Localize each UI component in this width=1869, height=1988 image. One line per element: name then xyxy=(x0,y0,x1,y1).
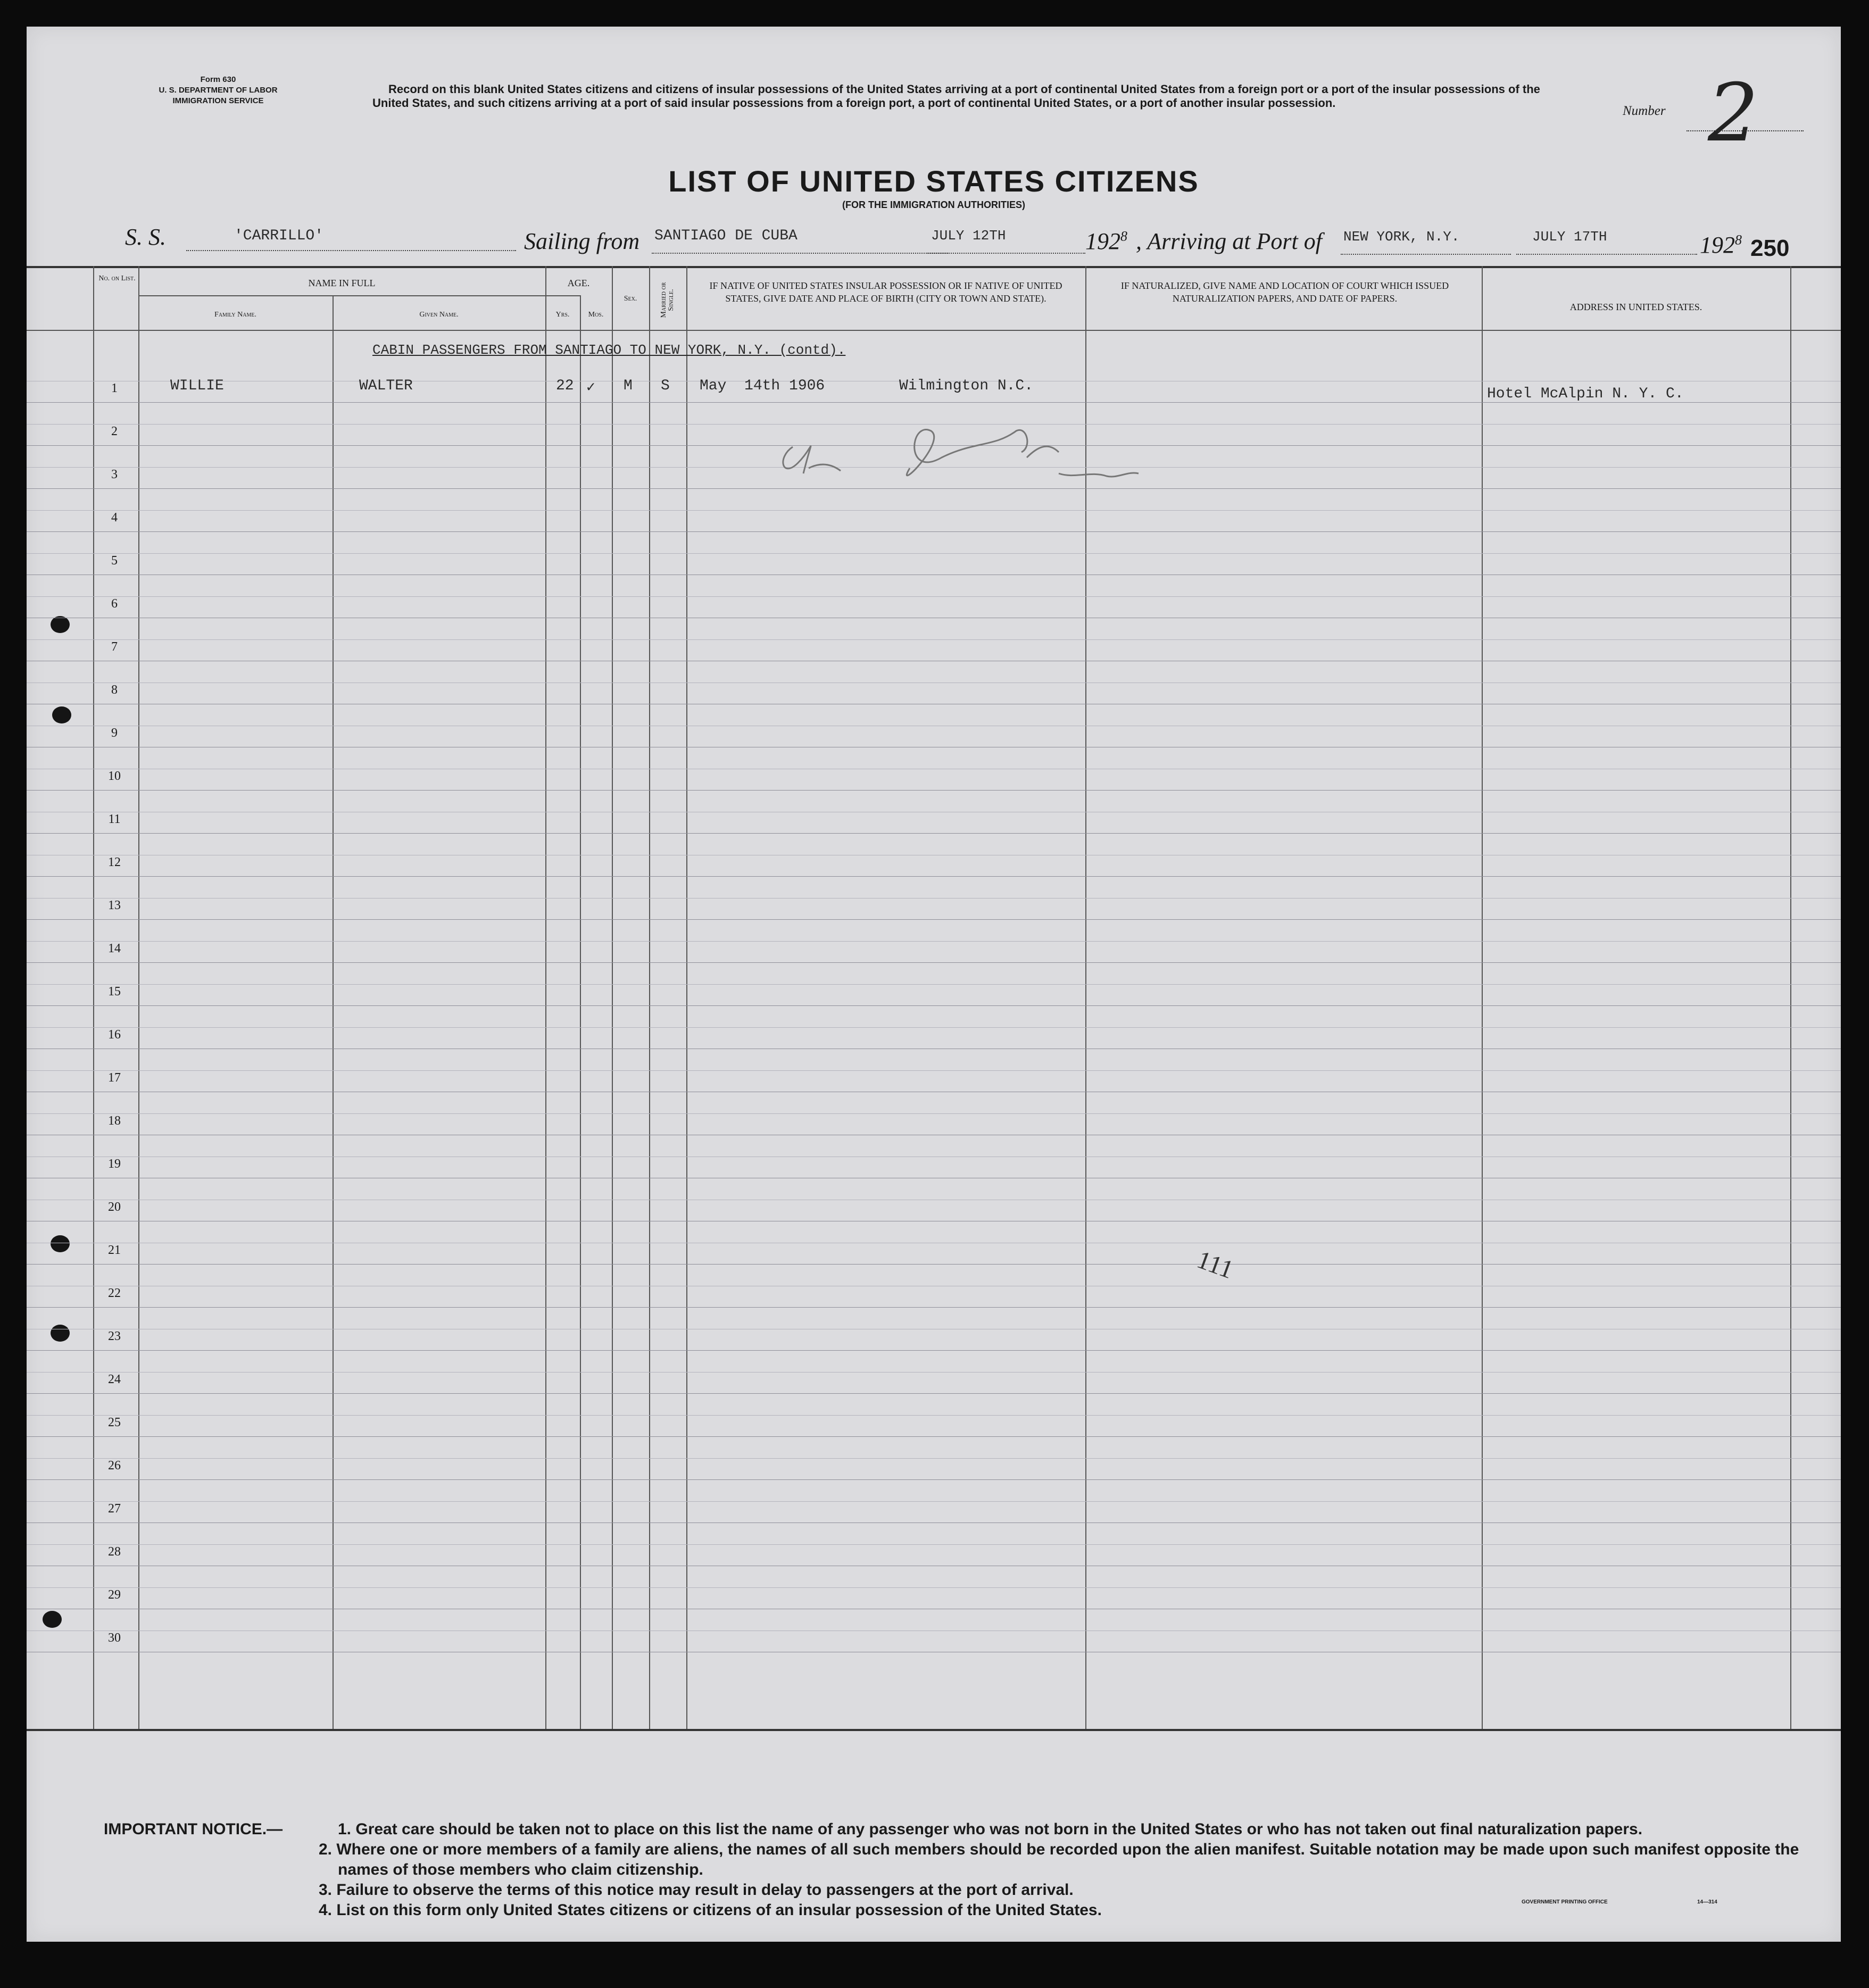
row-number: 9 xyxy=(111,726,118,740)
row-subline xyxy=(27,1458,1841,1459)
col-age: AGE. xyxy=(567,278,590,288)
row-number: 25 xyxy=(108,1416,121,1429)
row-number: 21 xyxy=(108,1243,121,1257)
row-number: 24 xyxy=(108,1373,121,1386)
entry-family-name: WILLIE xyxy=(170,378,224,394)
printer-credit: GOVERNMENT PRINTING OFFICE xyxy=(1522,1899,1608,1905)
row-number: 3 xyxy=(111,468,118,481)
header-bottom-border xyxy=(27,330,1841,331)
arrival-year: $192^8$ xyxy=(1700,232,1742,258)
ss-label: S. S. xyxy=(125,224,166,250)
row-subline xyxy=(27,1415,1841,1416)
col-divider xyxy=(612,266,613,1729)
inspector-signature xyxy=(771,410,1208,500)
entry-birth-place: Wilmington N.C. xyxy=(899,378,1034,394)
row-line xyxy=(27,1436,1841,1437)
arrival-date: JULY 17TH xyxy=(1532,229,1607,245)
section-label: CABIN PASSENGERS FROM SANTIAGO TO NEW YORK, N.Y. (contd). xyxy=(372,342,846,358)
arriving-label: , Arriving at Port of xyxy=(1136,228,1322,254)
name-age-subheader-line xyxy=(138,295,580,296)
entry-age-yrs: 22 xyxy=(556,378,574,394)
sailing-date-line xyxy=(926,253,1085,254)
row-number: 11 xyxy=(108,812,121,826)
row-number: 30 xyxy=(108,1631,121,1645)
row-line xyxy=(27,1393,1841,1394)
col-married-or-single: Married or Single. xyxy=(660,282,675,318)
row-subline xyxy=(27,596,1841,597)
row-line xyxy=(27,962,1841,963)
row-line xyxy=(27,876,1841,877)
row-number: 17 xyxy=(108,1071,121,1085)
sailing-date: JULY 12TH xyxy=(931,228,1006,244)
row-number: 27 xyxy=(108,1502,121,1516)
entry-age-mos: ✓ xyxy=(586,380,595,396)
row-subline xyxy=(27,1501,1841,1502)
notice-label: IMPORTANT NOTICE.— xyxy=(104,1820,283,1838)
form-identifier xyxy=(128,74,309,106)
row-subline xyxy=(27,639,1841,640)
row-number: 29 xyxy=(108,1588,121,1602)
col-age-yrs: Yrs. xyxy=(555,311,570,319)
row-number: 13 xyxy=(108,899,121,912)
table-bottom-border xyxy=(27,1729,1841,1731)
service-name: IMMIGRATION SERVICE xyxy=(172,96,264,105)
page-title: LIST OF UNITED STATES CITIZENS xyxy=(668,164,1199,198)
col-age-mos: Mos. xyxy=(588,311,604,319)
row-subline xyxy=(27,1113,1841,1114)
col-given-name: Given Name. xyxy=(419,311,459,319)
row-number: 2 xyxy=(111,425,118,438)
col-divider xyxy=(649,266,650,1729)
row-number: 20 xyxy=(108,1200,121,1214)
col-naturalized: IF NATURALIZED, GIVE NAME AND LOCATION OF COURT WHICH ISSUED NATURALIZATION PAPERS, AND DATE OF PAPERS. xyxy=(1120,280,1449,304)
arrival-date-line xyxy=(1516,254,1697,255)
row-number: 15 xyxy=(108,985,121,999)
row-number: 16 xyxy=(108,1028,121,1042)
row-subline xyxy=(27,1070,1841,1071)
arrival-port: NEW YORK, N.Y. xyxy=(1343,229,1460,245)
notice-item-2: 2. Where one or more members of a family are aliens, the names of all such members should be recorded upon the alien manifest. Suitable notation may be made upon such manifest opposite the names of those members who claim citizenship. xyxy=(319,1841,1799,1878)
row-subline xyxy=(27,1587,1841,1588)
row-number: 18 xyxy=(108,1114,121,1128)
row-line xyxy=(27,531,1841,532)
entry-address: Hotel McAlpin N. Y. C. xyxy=(1487,386,1684,402)
col-divider xyxy=(93,266,94,1729)
col-divider xyxy=(545,266,546,1729)
sailing-port: SANTIAGO DE CUBA xyxy=(654,228,798,244)
row-number: 7 xyxy=(111,640,118,654)
col-no-on-list: No. on List. xyxy=(98,275,136,282)
row-line xyxy=(27,919,1841,920)
entry-given-name: WALTER xyxy=(359,378,413,394)
ship-name-line xyxy=(186,250,516,251)
row-line xyxy=(27,1350,1841,1351)
table-top-border xyxy=(27,266,1841,268)
row-subline xyxy=(27,1544,1841,1545)
row-subline xyxy=(27,510,1841,511)
department-name: U. S. DEPARTMENT OF LABOR xyxy=(159,86,278,95)
list-number: 2 xyxy=(1708,67,1759,160)
col-address: ADDRESS IN UNITED STATES. xyxy=(1569,302,1702,312)
notice-item-3: 3. Failure to observe the terms of this notice may result in delay to passengers at the port of arrival. xyxy=(319,1881,1074,1899)
punch-hole xyxy=(51,616,70,633)
number-underline xyxy=(1687,130,1804,131)
record-instructions: Record on this blank United States citizens and citizens of insular possessions of the United States arriving at a port of continental United States from a foreign port or a port of the insular possessions of the United States, and such citizens arriving at a port of said insular possessions from a foreign port, a port of continental United States, or a port of another insular possession. xyxy=(372,82,1540,110)
row-line xyxy=(27,1264,1841,1265)
col-family-name: Family Name. xyxy=(214,311,256,319)
arrival-port-line xyxy=(1341,254,1511,255)
sailing-from-label: Sailing from xyxy=(524,228,640,254)
row-number: 14 xyxy=(108,942,121,955)
sailing-year: $192^8$ xyxy=(1085,228,1127,254)
row-number: 22 xyxy=(108,1286,121,1300)
row-subline xyxy=(27,898,1841,899)
row-subline xyxy=(27,553,1841,554)
punch-hole xyxy=(51,1325,70,1342)
row-subline xyxy=(27,1372,1841,1373)
row-number: 10 xyxy=(108,769,121,783)
entry-sex: M xyxy=(624,378,633,394)
notice-item-4: 4. List on this form only United States citizens or citizens of an insular possession of the United States. xyxy=(319,1901,1102,1919)
ship-name: 'CARRILLO' xyxy=(234,228,324,244)
col-sex: Sex. xyxy=(624,295,637,303)
punch-hole xyxy=(52,706,71,723)
col-divider xyxy=(1482,266,1483,1729)
row-number: 12 xyxy=(108,855,121,869)
page-stamp: 250 xyxy=(1750,235,1790,261)
row-number: 23 xyxy=(108,1329,121,1343)
row-subline xyxy=(27,1027,1841,1028)
entry-marital: S xyxy=(661,378,670,394)
row-line xyxy=(27,790,1841,791)
form-number: Form 630 xyxy=(200,75,236,84)
row-line xyxy=(27,833,1841,834)
page-subtitle: (FOR THE IMMIGRATION AUTHORITIES) xyxy=(842,199,1025,210)
col-native-birth: IF NATIVE OF UNITED STATES INSULAR POSSESSION OR IF NATIVE OF UNITED STATES, GIVE DATE AND PLACE OF BIRTH (CITY OR TOWN AND STATE). xyxy=(709,280,1062,304)
row-subline xyxy=(27,984,1841,985)
row-number: 8 xyxy=(111,683,118,697)
notice-item-1: IMPORTANT NOTICE.— 1. Great care should be taken not to place on this list the name of any passenger who was not born in the United States or who has not taken out final naturalization papers. xyxy=(104,1819,1806,1840)
row-number: 28 xyxy=(108,1545,121,1559)
entry-birth-date: May 14th 1906 xyxy=(700,378,825,394)
col-divider xyxy=(1790,266,1791,1729)
col-divider xyxy=(138,266,139,1729)
row-line xyxy=(27,1479,1841,1480)
row-line xyxy=(27,402,1841,403)
row-subline xyxy=(27,941,1841,942)
row-line xyxy=(27,1307,1841,1308)
row-number: 19 xyxy=(108,1157,121,1171)
row-number: 6 xyxy=(111,597,118,611)
form-code: 14—314 xyxy=(1697,1899,1717,1905)
number-label: Number xyxy=(1623,104,1666,118)
row-line xyxy=(27,1005,1841,1006)
punch-hole xyxy=(43,1611,62,1628)
punch-hole xyxy=(51,1235,70,1252)
col-name-in-full: NAME IN FULL xyxy=(308,278,376,288)
manifest-sheet xyxy=(27,27,1841,1942)
sailing-port-line xyxy=(652,253,950,254)
col-divider xyxy=(686,266,687,1729)
row-number: 1 xyxy=(111,381,118,395)
row-number: 5 xyxy=(111,554,118,568)
row-number: 4 xyxy=(111,511,118,525)
tally-mark: 111 xyxy=(1193,1245,1237,1285)
row-number: 26 xyxy=(108,1459,121,1473)
important-notice xyxy=(104,1819,1806,1920)
